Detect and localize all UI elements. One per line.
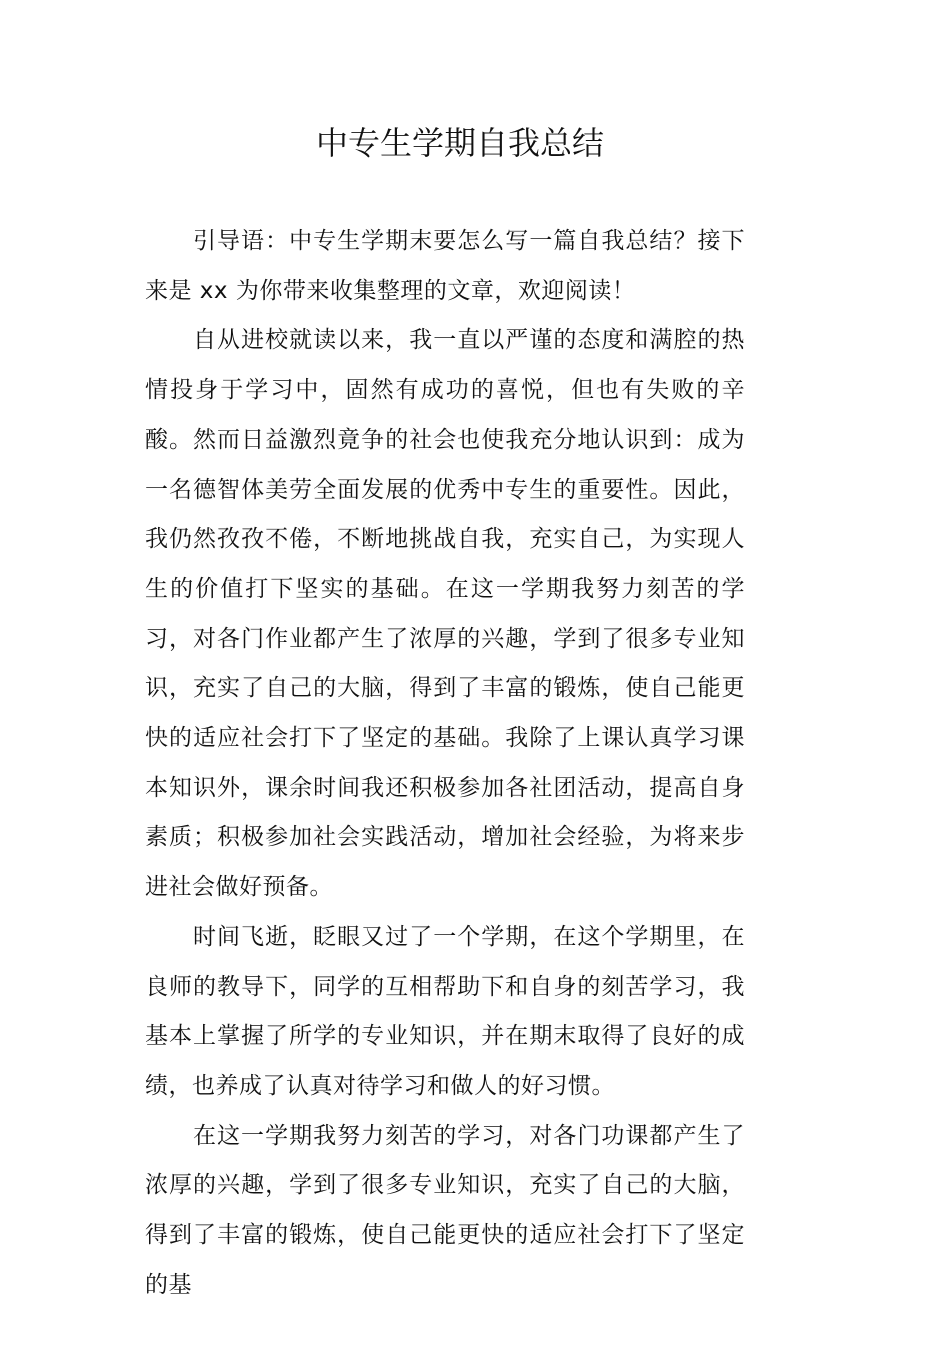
intro-paragraph: 引导语：中专生学期末要怎么写一篇自我总结？接下来是 xx 为你带来收集整理的文章，欢迎阅读！ <box>145 228 745 304</box>
body-paragraph-1: 自从进校就读以来，我一直以严谨的态度和满腔的热情投身于学习中，固然有成功的喜悦，但也有失败的辛酸。然而日益激烈竟争的社会也使我充分地认识到：成为一名德智体美劳全面发展的优秀中专生的重要性。因此，我仍然孜孜不倦，不断地挑战自我，充实自己，为实现人生的价值打下坚实的基础。在这一学期我努力刻苦的学习，对各门作业都产生了浓厚的兴趣，学到了很多专业知识，充实了自己的大脑，得到了丰富的锻炼，使自己能更快的适应社会打下了坚定的基础。我除了上课认真学习课本知识外，课余时间我还积极参加各社团活动，提高自身素质；积极参加社会实践活动，增加社会经验，为将来步进社会做好预备。 <box>145 327 745 901</box>
document-title: 中专生学期自我总结 <box>315 124 604 162</box>
body-paragraph-3: 在这一学期我努力刻苦的学习，对各门功课都产生了浓厚的兴趣，学到了很多专业知识，充实了自己的大脑，得到了丰富的锻炼，使自己能更快的适应社会打下了坚定的基 <box>145 1122 745 1298</box>
document-body <box>145 217 745 1310</box>
body-paragraph-2: 时间飞逝，眨眼又过了一个学期，在这个学期里，在良师的教导下，同学的互相帮助下和自身的刻苦学习，我基本上掌握了所学的专业知识，并在期末取得了良好的成绩，也养成了认真对待学习和做人的好习惯。 <box>145 923 745 1099</box>
